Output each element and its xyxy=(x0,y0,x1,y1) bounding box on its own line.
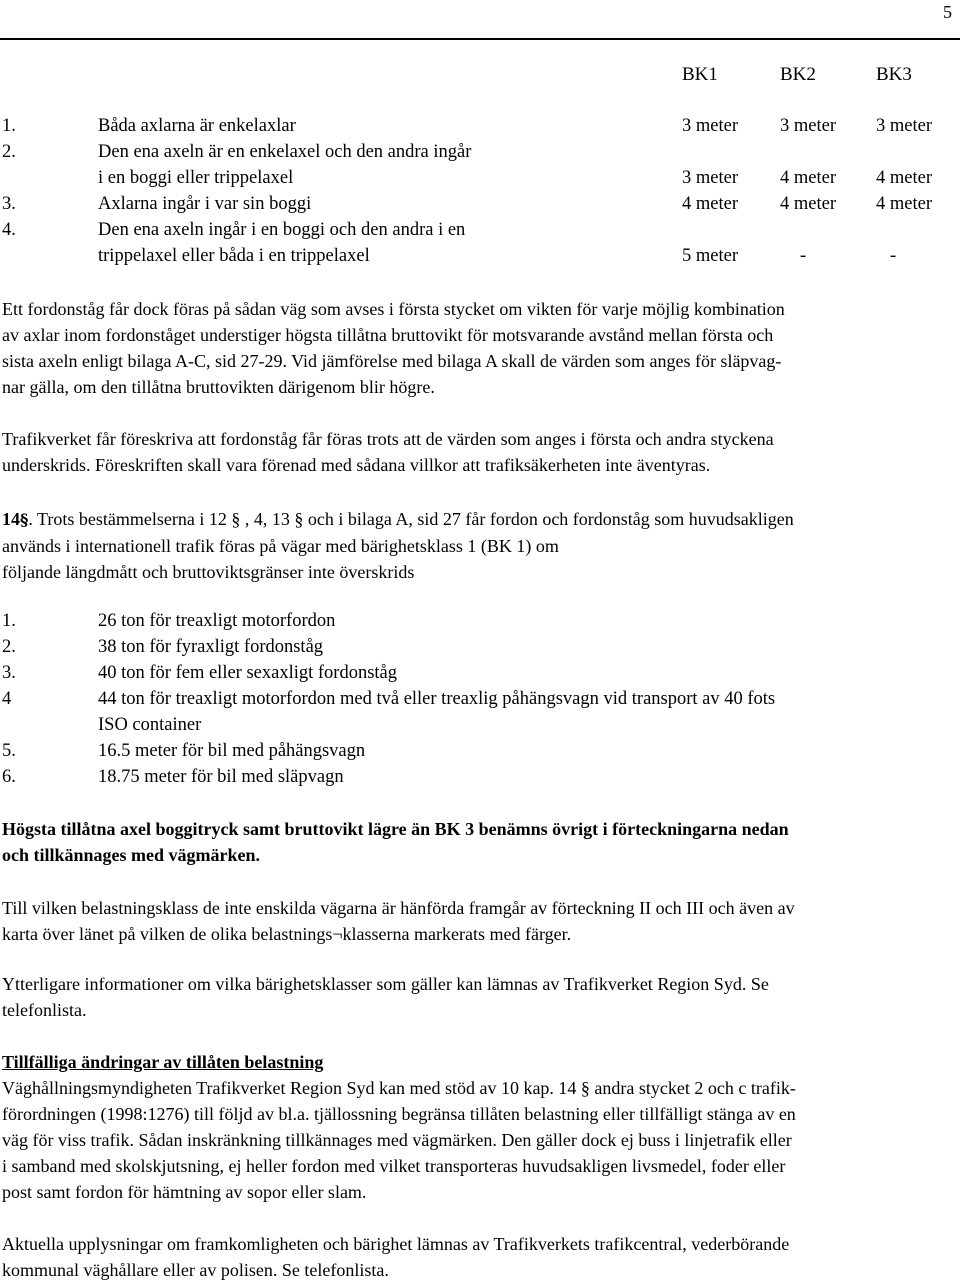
text-line-content: . Trots bestämmelserna i 12 § , 4, 13 § och i bilaga A, sid 27 får fordon och fordonståg som huvudsakligen xyxy=(28,509,794,529)
paragraph-combination-rule xyxy=(2,296,958,400)
section-number: 14 xyxy=(2,509,20,529)
text-line: sista axeln enligt bilaga A-C, sid 27-29. Vid jämförelse med bilaga A skall de värden som anges för släpvag- xyxy=(2,351,782,371)
text-line: Aktuella upplysningar om framkomligheten och bärighet lämnas av Trafikverkets trafikcentral, vederbörande xyxy=(2,1234,790,1254)
text-line: Ett fordonståg får dock föras på sådan väg som avses i första stycket om vikten för varje möjlig kombination xyxy=(2,299,785,319)
row-text: Den ena axeln är en enkelaxel och den andra ingår xyxy=(98,142,472,162)
text-line: används i internationell trafik föras på vägar med bärighetsklass 1 (BK 1) om xyxy=(2,536,559,556)
list-number: 6. xyxy=(2,767,16,787)
column-header-bk3: BK3 xyxy=(876,64,912,85)
text-line: underskrids. Föreskriften skall vara förenad med sådana villkor att trafiksäkerheten inte äventyras. xyxy=(2,455,711,475)
text-line: karta över länet på vilken de olika belastnings¬klasserna markerats med färger. xyxy=(2,924,572,944)
column-header-bk1: BK1 xyxy=(682,64,718,85)
cell-bk3: 4 meter xyxy=(876,194,932,214)
paragraph-current-info xyxy=(2,1231,958,1283)
text-line: förordningen (1998:1276) till följd av bl.a. tjällossning begränsa tillåten belastning eller tillfälligt stänga av en xyxy=(2,1104,796,1124)
row-text: trippelaxel eller båda i en trippelaxel xyxy=(98,246,370,266)
row-number: 3. xyxy=(2,194,16,214)
list-text: 18.75 meter för bil med släpvagn xyxy=(98,767,344,787)
text-line: telefonlista. xyxy=(2,1000,87,1020)
cell-bk2: 4 meter xyxy=(780,194,836,214)
cell-bk1: 3 meter xyxy=(682,116,738,136)
text-line: Trafikverket får föreskriva att fordonståg får föras trots att de värden som anges i första och andra styckena xyxy=(2,429,774,449)
cell-bk2: - xyxy=(800,246,807,266)
row-number: 2. xyxy=(2,142,16,162)
text-line: av axlar inom fordonståget understiger högsta tillåtna bruttovikt för motsvarande avstånd mellan första och xyxy=(2,325,774,345)
list-text: 40 ton för fem eller sexaxligt fordonståg xyxy=(98,663,397,683)
section-heading: Tillfälliga ändringar av tillåten belastning xyxy=(2,1052,324,1072)
cell-bk1: 4 meter xyxy=(682,194,738,214)
text-line: post samt fordon för hämtning av sopor eller slam. xyxy=(2,1182,367,1202)
column-header-bk2: BK2 xyxy=(780,64,816,85)
text-line: i samband med skolskjutsning, ej heller fordon med vilket transporteras huvudsakligen livsmedel, foder eller xyxy=(2,1156,786,1176)
list-number: 3. xyxy=(2,663,16,683)
page-number: 5 xyxy=(943,2,952,22)
row-text: Axlarna ingår i var sin boggi xyxy=(98,194,312,214)
row-text: Den ena axeln ingår i en boggi och den andra i en xyxy=(98,220,466,240)
text-line: kommunal väghållare eller av polisen. Se telefonlista. xyxy=(2,1260,389,1280)
text-line: Högsta tillåtna axel boggitryck samt bruttovikt lägre än BK 3 benämns övrigt i förteckningarna nedan xyxy=(2,819,789,839)
paragraph-bold-notice xyxy=(2,816,958,868)
row-text: Båda axlarna är enkelaxlar xyxy=(98,116,296,136)
cell-bk1: 5 meter xyxy=(682,246,738,266)
paragraph-trafikverket-regulation xyxy=(2,426,958,478)
list-number: 2. xyxy=(2,637,16,657)
row-number: 4. xyxy=(2,220,16,240)
cell-bk3: 4 meter xyxy=(876,168,932,188)
text-line xyxy=(2,506,958,533)
list-number: 5. xyxy=(2,741,16,761)
list-text: 26 ton för treaxligt motorfordon xyxy=(98,611,336,631)
header-rule xyxy=(0,38,960,40)
text-line: nar gälla, om den tillåtna bruttovikten därigenom blir högre. xyxy=(2,377,435,397)
cell-bk3: 3 meter xyxy=(876,116,932,136)
list-text: 16.5 meter för bil med påhängsvagn xyxy=(98,741,366,761)
text-line: och tillkännages med vägmärken. xyxy=(2,845,261,865)
row-text: i en boggi eller trippelaxel xyxy=(98,168,294,188)
list-number: 4 xyxy=(2,689,12,709)
text-line: Till vilken belastningsklass de inte enskilda vägarna är hänförda framgår av förteckning II och III och även av xyxy=(2,898,795,918)
cell-bk2: 4 meter xyxy=(780,168,836,188)
list-text: 44 ton för treaxligt motorfordon med två eller treaxlig påhängsvagn vid transport av 40 fots xyxy=(98,689,776,709)
row-number: 1. xyxy=(2,116,16,136)
text-line: väg för viss trafik. Sådan inskränkning tillkännages med vägmärken. Den gäller dock ej buss i linjetrafik eller xyxy=(2,1130,792,1150)
section-symbol: § xyxy=(20,510,29,529)
paragraph-load-class-map xyxy=(2,895,958,947)
cell-bk3: - xyxy=(890,246,897,266)
text-line: följande längdmått och bruttoviktsgränser inte överskrids xyxy=(2,562,415,582)
list-number: 1. xyxy=(2,611,16,631)
list-text: ISO container xyxy=(98,715,202,735)
text-line: Ytterligare informationer om vilka bärighetsklasser som gäller kan lämnas av Trafikverket Region Syd. Se xyxy=(2,974,769,994)
cell-bk1: 3 meter xyxy=(682,168,738,188)
list-text: 38 ton för fyraxligt fordonståg xyxy=(98,637,324,657)
paragraph-temporary-changes xyxy=(2,1049,958,1205)
paragraph-further-info xyxy=(2,971,958,1023)
text-line: Väghållningsmyndigheten Trafikverket Region Syd kan med stöd av 10 kap. 14 § andra stycket 2 och c trafik- xyxy=(2,1078,796,1098)
paragraph-section-14 xyxy=(2,506,958,585)
cell-bk2: 3 meter xyxy=(780,116,836,136)
